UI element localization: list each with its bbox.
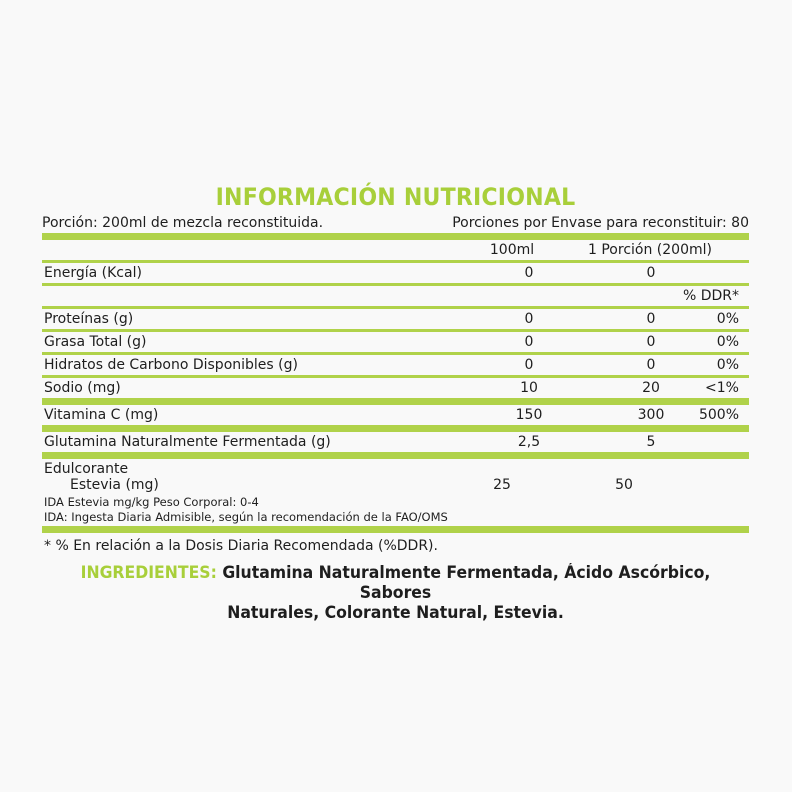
nutrient-row — [42, 378, 749, 398]
portions-per-pack: Porciones por Envase para reconstituir: 80 — [452, 215, 749, 231]
ida-stevia-note: IDA Estevia mg/kg Peso Corporal: 0-4 — [44, 495, 259, 509]
nutrient-100ml: 0 — [524, 334, 534, 350]
sweetener-section — [42, 459, 749, 509]
sweetener-label: Edulcorante — [44, 461, 129, 477]
nutrient-100ml: 10 — [520, 380, 538, 396]
ingredients-heading: INGREDIENTES: — [80, 563, 217, 582]
nutrition-title: INFORMACIÓN NUTRICIONAL — [215, 183, 576, 211]
nutrient-row — [42, 432, 749, 452]
nutrient-100ml: 2,5 — [517, 434, 541, 450]
column-portion: 1 Porción (200ml) — [588, 242, 712, 258]
energy-label: Energía (Kcal) — [44, 265, 142, 281]
serving-info — [42, 213, 749, 233]
ddr-footnote: * % En relación a la Dosis Diaria Recomendada (%DDR). — [44, 538, 438, 554]
sweetener-sub-label: Estevia (mg) — [70, 477, 159, 493]
nutrient-ddr: 0% — [716, 334, 739, 350]
sweetener-portion: 50 — [615, 477, 633, 493]
nutrient-portion: 0 — [646, 357, 656, 373]
nutrient-label: Sodio (mg) — [44, 380, 121, 396]
nutrient-ddr: 0% — [716, 311, 739, 327]
nutrient-portion: 20 — [642, 380, 660, 396]
nutrient-row — [42, 405, 749, 425]
nutrient-ddr: 0% — [716, 357, 739, 373]
column-header-row — [42, 240, 749, 260]
nutrient-100ml: 0 — [524, 357, 534, 373]
nutrient-portion: 0 — [646, 311, 656, 327]
energy-row — [42, 263, 749, 283]
nutrient-row — [42, 332, 749, 352]
nutrient-label: Proteínas (g) — [44, 311, 134, 327]
nutrient-portion: 0 — [646, 334, 656, 350]
divider-bar — [42, 425, 749, 432]
ingredients-text-1: Glutamina Naturalmente Fermentada, Ácido Ascórbico, Sabores — [222, 563, 711, 602]
ingredients-block — [60, 563, 732, 623]
column-ddr: % DDR* — [682, 288, 739, 304]
nutrient-ddr: <1% — [705, 380, 739, 396]
divider-bar — [42, 398, 749, 405]
divider-bar — [42, 452, 749, 459]
divider-bar — [42, 526, 749, 533]
ingredients-line-2: Naturales, Colorante Natural, Estevia. — [227, 603, 564, 622]
energy-100ml: 0 — [524, 265, 534, 281]
nutrient-row — [42, 355, 749, 375]
ingredients-line-1 — [60, 563, 732, 603]
nutrient-label: Grasa Total (g) — [44, 334, 147, 350]
sweetener-100ml: 25 — [493, 477, 511, 493]
ida-definition-note: IDA: Ingesta Diaria Admisible, según la recomendación de la FAO/OMS — [44, 510, 448, 524]
nutrient-label: Hidratos de Carbono Disponibles (g) — [44, 357, 298, 373]
ddr-header-row — [42, 286, 749, 306]
nutrient-label: Vitamina C (mg) — [44, 407, 159, 423]
nutrition-facts-panel — [42, 182, 749, 623]
nutrient-row — [42, 309, 749, 329]
nutrient-100ml: 0 — [524, 311, 534, 327]
nutrient-ddr: 500% — [698, 407, 739, 423]
divider-bar — [42, 233, 749, 240]
portion-size: Porción: 200ml de mezcla reconstituida. — [42, 215, 324, 231]
nutrient-portion: 300 — [637, 407, 665, 423]
nutrient-100ml: 150 — [515, 407, 543, 423]
column-100ml: 100ml — [489, 242, 535, 258]
energy-portion: 0 — [646, 265, 656, 281]
nutrient-portion: 5 — [646, 434, 656, 450]
nutrient-label: Glutamina Naturalmente Fermentada (g) — [44, 434, 331, 450]
